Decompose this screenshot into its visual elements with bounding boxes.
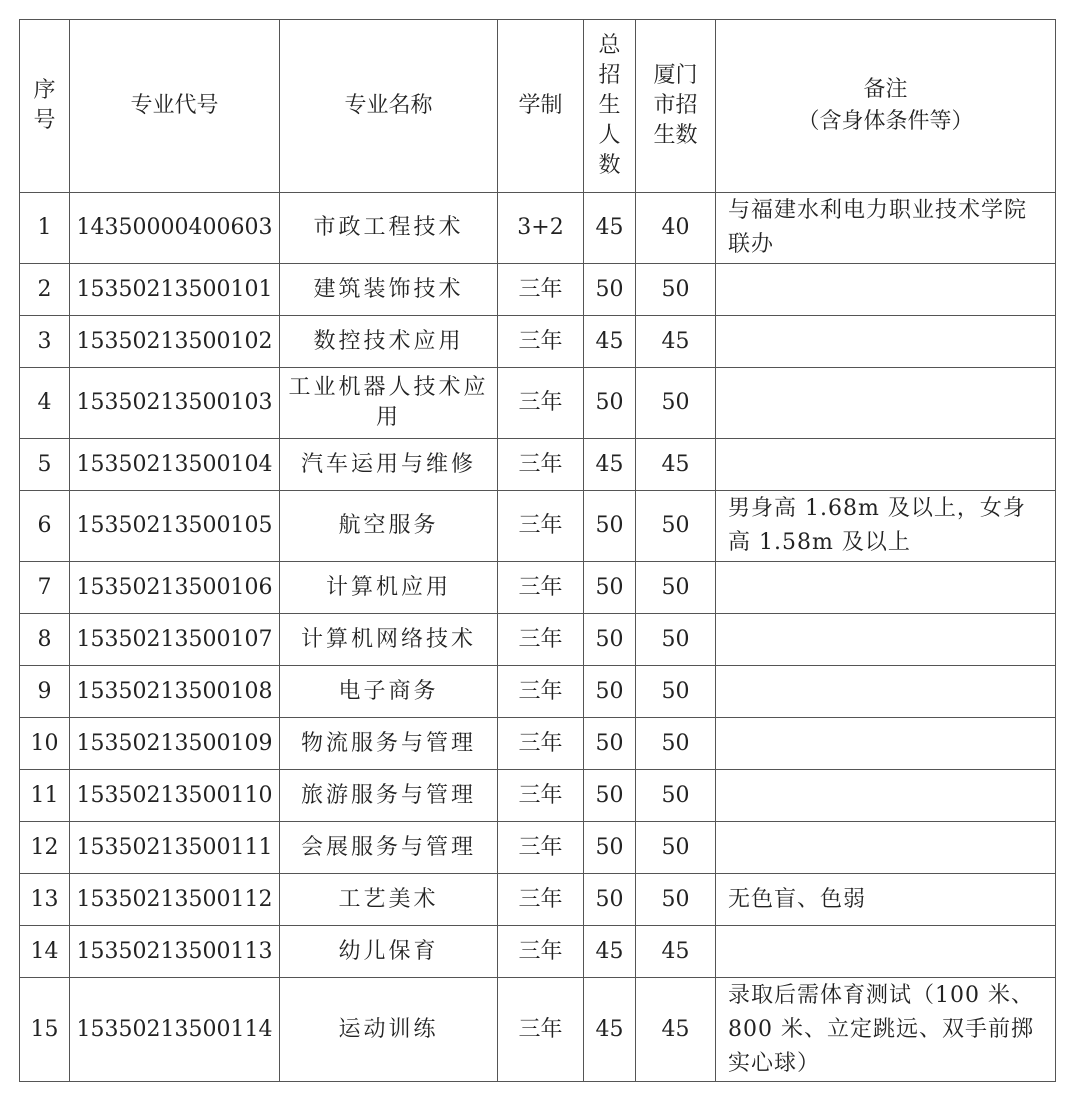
cell-note <box>716 926 1056 978</box>
cell-note <box>716 368 1056 439</box>
cell-note <box>716 614 1056 666</box>
cell-note <box>716 770 1056 822</box>
header-xiamen: 厦门 市招 生数 <box>636 20 716 193</box>
cell-seq: 13 <box>20 874 70 926</box>
cell-xiamen: 50 <box>636 874 716 926</box>
cell-seq: 11 <box>20 770 70 822</box>
cell-code: 15350213500103 <box>70 368 280 439</box>
cell-code: 15350213500113 <box>70 926 280 978</box>
cell-name: 电子商务 <box>280 666 498 718</box>
cell-total: 45 <box>584 316 636 368</box>
cell-name: 汽车运用与维修 <box>280 439 498 491</box>
cell-code: 15350213500111 <box>70 822 280 874</box>
cell-system: 三年 <box>498 978 584 1082</box>
cell-system: 三年 <box>498 822 584 874</box>
cell-note <box>716 822 1056 874</box>
cell-seq: 15 <box>20 978 70 1082</box>
table-row <box>20 874 1056 926</box>
table-row <box>20 193 1056 264</box>
cell-name: 航空服务 <box>280 491 498 562</box>
cell-system: 三年 <box>498 368 584 439</box>
table-row <box>20 926 1056 978</box>
cell-xiamen: 50 <box>636 562 716 614</box>
cell-total: 45 <box>584 193 636 264</box>
cell-seq: 7 <box>20 562 70 614</box>
cell-xiamen: 50 <box>636 770 716 822</box>
cell-seq: 8 <box>20 614 70 666</box>
enrollment-table <box>19 19 1056 1082</box>
cell-name: 会展服务与管理 <box>280 822 498 874</box>
cell-code: 15350213500105 <box>70 491 280 562</box>
cell-code: 15350213500109 <box>70 718 280 770</box>
cell-code: 15350213500102 <box>70 316 280 368</box>
cell-xiamen: 45 <box>636 316 716 368</box>
cell-name: 工业机器人技术应用 <box>280 368 498 439</box>
cell-xiamen: 50 <box>636 822 716 874</box>
cell-seq: 14 <box>20 926 70 978</box>
header-seq: 序 号 <box>20 20 70 193</box>
cell-note: 男身高 1.68m 及以上，女身高 1.58m 及以上 <box>716 491 1056 562</box>
cell-total: 50 <box>584 562 636 614</box>
cell-name: 工艺美术 <box>280 874 498 926</box>
cell-total: 50 <box>584 666 636 718</box>
table-row <box>20 562 1056 614</box>
cell-code: 15350213500106 <box>70 562 280 614</box>
cell-xiamen: 40 <box>636 193 716 264</box>
cell-note: 与福建水利电力职业技术学院联办 <box>716 193 1056 264</box>
cell-code: 15350213500110 <box>70 770 280 822</box>
table-row <box>20 439 1056 491</box>
cell-seq: 1 <box>20 193 70 264</box>
cell-xiamen: 50 <box>636 491 716 562</box>
cell-seq: 12 <box>20 822 70 874</box>
cell-total: 50 <box>584 614 636 666</box>
cell-xiamen: 50 <box>636 718 716 770</box>
header-system: 学制 <box>498 20 584 193</box>
cell-note: 无色盲、色弱 <box>716 874 1056 926</box>
cell-total: 50 <box>584 368 636 439</box>
cell-total: 50 <box>584 264 636 316</box>
cell-xiamen: 50 <box>636 614 716 666</box>
cell-system: 三年 <box>498 874 584 926</box>
cell-total: 50 <box>584 874 636 926</box>
cell-name: 数控技术应用 <box>280 316 498 368</box>
table-row <box>20 822 1056 874</box>
cell-total: 50 <box>584 822 636 874</box>
table-row <box>20 491 1056 562</box>
header-row <box>20 20 1056 193</box>
cell-total: 45 <box>584 439 636 491</box>
cell-name: 幼儿保育 <box>280 926 498 978</box>
cell-note: 录取后需体育测试（100 米、800 米、立定跳远、双手前掷实心球） <box>716 978 1056 1082</box>
cell-system: 三年 <box>498 718 584 770</box>
header-note <box>716 20 1056 193</box>
cell-code: 15350213500101 <box>70 264 280 316</box>
cell-system: 3+2 <box>498 193 584 264</box>
table-row <box>20 368 1056 439</box>
cell-system: 三年 <box>498 770 584 822</box>
cell-system: 三年 <box>498 562 584 614</box>
cell-system: 三年 <box>498 264 584 316</box>
cell-xiamen: 50 <box>636 264 716 316</box>
enrollment-table-container <box>19 19 1056 1082</box>
table-row <box>20 770 1056 822</box>
cell-code: 14350000400603 <box>70 193 280 264</box>
cell-system: 三年 <box>498 614 584 666</box>
cell-name: 市政工程技术 <box>280 193 498 264</box>
cell-note <box>716 439 1056 491</box>
cell-note <box>716 264 1056 316</box>
cell-total: 50 <box>584 491 636 562</box>
cell-code: 15350213500108 <box>70 666 280 718</box>
table-row <box>20 264 1056 316</box>
cell-note <box>716 666 1056 718</box>
cell-xiamen: 50 <box>636 368 716 439</box>
cell-seq: 10 <box>20 718 70 770</box>
header-note-subtitle: （含身体条件等） <box>797 109 974 134</box>
cell-name: 计算机应用 <box>280 562 498 614</box>
cell-xiamen: 50 <box>636 666 716 718</box>
cell-note <box>716 562 1056 614</box>
cell-name: 运动训练 <box>280 978 498 1082</box>
cell-seq: 2 <box>20 264 70 316</box>
header-note-title: 备注 <box>863 77 908 102</box>
cell-xiamen: 45 <box>636 978 716 1082</box>
cell-seq: 6 <box>20 491 70 562</box>
cell-seq: 3 <box>20 316 70 368</box>
cell-code: 15350213500112 <box>70 874 280 926</box>
header-name: 专业名称 <box>280 20 498 193</box>
cell-name: 旅游服务与管理 <box>280 770 498 822</box>
cell-system: 三年 <box>498 926 584 978</box>
cell-total: 50 <box>584 718 636 770</box>
cell-seq: 4 <box>20 368 70 439</box>
cell-seq: 5 <box>20 439 70 491</box>
table-row <box>20 614 1056 666</box>
cell-xiamen: 45 <box>636 926 716 978</box>
cell-note <box>716 316 1056 368</box>
cell-seq: 9 <box>20 666 70 718</box>
table-row <box>20 718 1056 770</box>
cell-code: 15350213500114 <box>70 978 280 1082</box>
cell-system: 三年 <box>498 316 584 368</box>
cell-system: 三年 <box>498 491 584 562</box>
cell-name: 物流服务与管理 <box>280 718 498 770</box>
header-code: 专业代号 <box>70 20 280 193</box>
cell-total: 45 <box>584 926 636 978</box>
cell-name: 计算机网络技术 <box>280 614 498 666</box>
table-row <box>20 978 1056 1082</box>
cell-system: 三年 <box>498 666 584 718</box>
table-row <box>20 666 1056 718</box>
cell-code: 15350213500107 <box>70 614 280 666</box>
cell-xiamen: 45 <box>636 439 716 491</box>
table-row <box>20 316 1056 368</box>
table-body <box>20 193 1056 1082</box>
cell-note <box>716 718 1056 770</box>
cell-name: 建筑装饰技术 <box>280 264 498 316</box>
cell-system: 三年 <box>498 439 584 491</box>
cell-total: 50 <box>584 770 636 822</box>
header-total: 总 招 生 人 数 <box>584 20 636 193</box>
cell-code: 15350213500104 <box>70 439 280 491</box>
cell-total: 45 <box>584 978 636 1082</box>
